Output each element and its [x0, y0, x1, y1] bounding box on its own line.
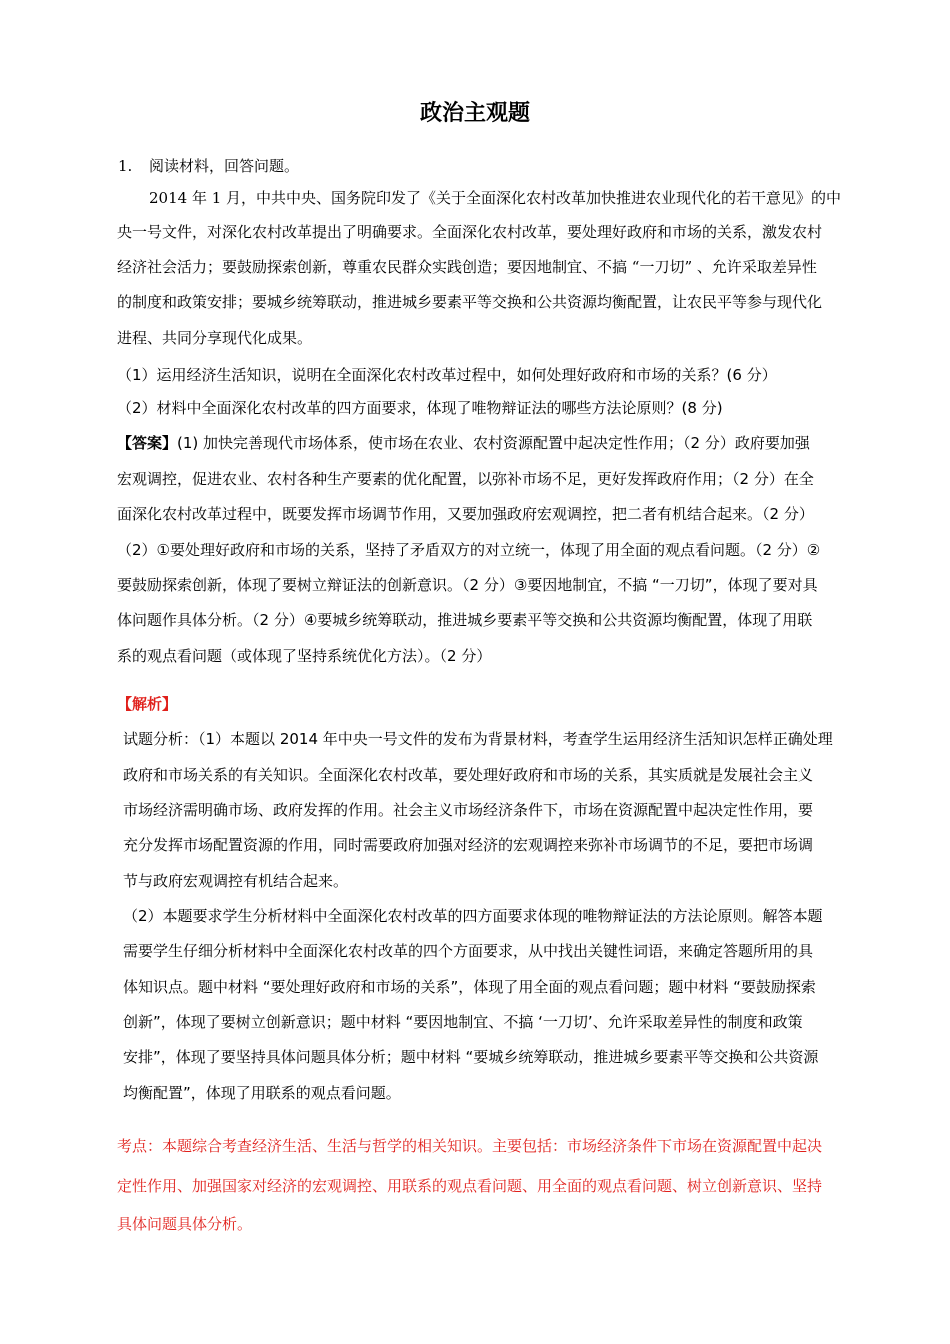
- analysis-line: 节与政府宏观调控有机结合起来。: [123, 872, 349, 890]
- answer-line: 面深化农村改革过程中，既要发挥市场调节作用，又要加强政府宏观调控，把二者有机结合起来。（2 分）: [117, 505, 814, 523]
- question-prompt: 阅读材料，回答问题。: [149, 157, 300, 175]
- answer-line: 宏观调控，促进农业、农村各种生产要素的优化配置，以弥补市场不足，更好发挥政府作用；（2 分）在全: [117, 470, 814, 488]
- answer-text: (1) 加快完善现代市场体系，使市场在农业、农村资源配置中起决定性作用；（2 分）政府要加强: [177, 434, 810, 452]
- answer-line: （2）①要处理好政府和市场的关系，坚持了矛盾双方的对立统一，体现了用全面的观点看问题。（2 分）②: [117, 541, 821, 559]
- analysis-label: 【解析】: [117, 695, 178, 713]
- sub-question-1: （1）运用经济生活知识，说明在全面深化农村改革过程中，如何处理好政府和市场的关系？(6 分）: [117, 366, 777, 384]
- analysis-line: 安排”，体现了要坚持具体问题具体分析；题中材料 “要城乡统筹联动，推进城乡要素平等交换和公共资源: [123, 1048, 819, 1066]
- analysis-line: 体知识点。题中材料 “要处理好政府和市场的关系”，体现了用全面的观点看问题；题中材料 “要鼓励探索: [123, 978, 816, 996]
- material-line: 的制度和政策安排；要城乡统筹联动，推进城乡要素平等交换和公共资源均衡配置，让农民平等参与现代化: [117, 293, 823, 311]
- kaodian-line: 定性作用、加强国家对经济的宏观调控、用联系的观点看问题、用全面的观点看问题、树立创新意识、坚持: [117, 1177, 823, 1195]
- sub-question-2: （2）材料中全面深化农村改革的四方面要求，体现了唯物辩证法的哪些方法论原则？(8 分): [117, 399, 723, 417]
- answer-line: [117, 433, 810, 453]
- material-line: 进程、共同分享现代化成果。: [117, 329, 313, 347]
- analysis-line: 政府和市场关系的有关知识。全面深化农村改革，要处理好政府和市场的关系，其实质就是发展社会主义: [123, 766, 814, 784]
- answer-line: 体问题作具体分析。（2 分）④要城乡统筹联动，推进城乡要素平等交换和公共资源均衡配置，体现了用联: [117, 611, 813, 629]
- material-line: 2014 年 1 月，中共中央、国务院印发了《关于全面深化农村改革加快推进农业现代化的若干意见》的中: [149, 189, 842, 207]
- analysis-line: 均衡配置”，体现了用联系的观点看问题。: [123, 1084, 401, 1102]
- analysis-line: 市场经济需明确市场、政府发挥的作用。社会主义市场经济条件下，市场在资源配置中起决定性作用，要: [123, 801, 814, 819]
- analysis-line: 创新”，体现了要树立创新意识；题中材料 “要因地制宜、不搞 ‘一刀切’、允许采取差异性的制度和政策: [123, 1013, 803, 1031]
- analysis-line: 充分发挥市场配置资源的作用，同时需要政府加强对经济的宏观调控来弥补市场调节的不足，要把市场调: [123, 836, 814, 854]
- answer-label: 【答案】: [117, 434, 178, 452]
- analysis-line: 需要学生仔细分析材料中全面深化农村改革的四个方面要求，从中找出关键性词语，来确定答题所用的具: [123, 942, 814, 960]
- answer-line: 要鼓励探索创新，体现了要树立辩证法的创新意识。（2 分）③要因地制宜，不搞 “一刀切”，体现了要对具: [117, 576, 818, 594]
- material-line: 经济社会活力；要鼓励探索创新，尊重农民群众实践创造；要因地制宜、不搞 “一刀切” 、允许采取差异性: [117, 258, 817, 276]
- analysis-line: 试题分析：（1）本题以 2014 年中央一号文件的发布为背景材料，考查学生运用经济生活知识怎样正确处理: [123, 730, 833, 748]
- material-line: 央一号文件，对深化农村改革提出了明确要求。全面深化农村改革，要处理好政府和市场的关系，激发农村: [117, 223, 823, 241]
- kaodian-line: 具体问题具体分析。: [117, 1215, 253, 1233]
- question-number: 1.: [118, 157, 133, 175]
- analysis-line: （2）本题要求学生分析材料中全面深化农村改革的四方面要求体现的唯物辩证法的方法论原则。解答本题: [123, 907, 823, 925]
- answer-line: 系的观点看问题（或体现了坚持系统优化方法）。（2 分）: [117, 647, 492, 665]
- page-title: 政治主观题: [419, 101, 530, 126]
- kaodian-line: 考点：本题综合考查经济生活、生活与哲学的相关知识。主要包括：市场经济条件下市场在资源配置中起决: [117, 1137, 823, 1155]
